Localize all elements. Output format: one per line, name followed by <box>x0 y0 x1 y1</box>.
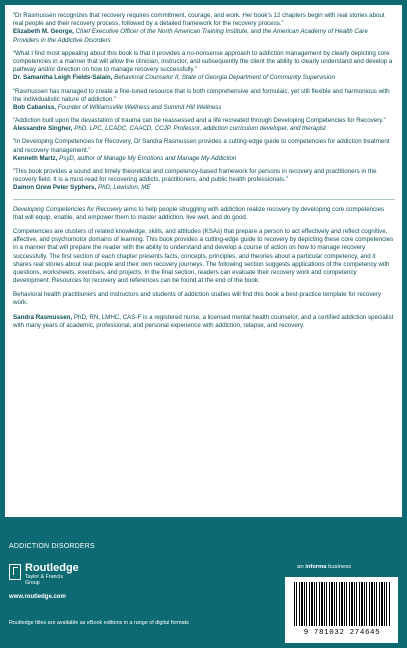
quote-author: Damon Grew Peter Syphers, <box>13 184 97 192</box>
endorsement-quote <box>13 138 395 163</box>
barcode-icon <box>294 582 390 626</box>
description-paragraph: Behavioral health practitioners and instructors and students of addiction studies will find this book a best-practice template for recovery work. <box>13 291 382 307</box>
informa-suffix: business <box>326 564 351 570</box>
quote-author: Alessandre Singher, <box>13 125 73 133</box>
author-bio <box>13 314 395 330</box>
quote-text: “In Developing Competencies for Recovery, Dr Sandra Rasmussen provides a cutting-edge guide to competencies for addiction treatment and recovery management.” <box>13 138 390 154</box>
publisher-group: Taylor & Francis Group <box>25 574 63 586</box>
quote-text: “Rasmussen has managed to create a fine-tuned resource that is both comprehensive and formulaic, yet still flexible and harmonious with the individualistic nature of addiction.” <box>13 87 390 103</box>
quote-attribution <box>13 104 395 112</box>
quote-author-role: Founder of Williamsville Wellness and Summit Hill Wellness <box>57 103 222 111</box>
quote-author: Kenneth Martz, <box>13 154 58 162</box>
quote-attribution <box>13 125 395 133</box>
quote-author-role: Chief Executive Officer of the North American Training Institute, and the American Academy of Health Care Providers in the Addictive Disorders <box>13 28 368 44</box>
quote-attribution <box>13 155 395 163</box>
author-bio-text: PhD, RN, LMHC, CAS-F is a registered nurse, a licensed mental health counselor, and a certified addiction specialist with many years of academic, professional, and personal experience with addiction, relapse, and recovery. <box>13 313 394 329</box>
quote-author-role: PhD, Lewiston, ME <box>97 184 151 192</box>
subject-category: ADDICTION DISORDERS <box>9 543 95 550</box>
routledge-logo-icon <box>9 564 21 580</box>
cover-footer <box>0 517 407 648</box>
endorsement-quote <box>13 50 395 83</box>
quote-attribution <box>13 28 395 44</box>
isbn-number: 9 781032 274645 <box>303 629 381 637</box>
quote-attribution <box>13 74 395 82</box>
endorsement-quote <box>13 88 395 113</box>
quote-attribution <box>13 184 395 192</box>
endorsement-quote <box>13 168 395 193</box>
ebook-note: Routledge titles are available as eBook editions in a range of digital formats <box>9 620 189 626</box>
quote-text: “Addiction built upon the devastation of trauma can be reassessed and a life recreated through Developing Competencies for Recovery.” <box>13 117 386 125</box>
endorsement-quote <box>13 12 395 45</box>
book-title: Developing Competencies for Recovery <box>13 205 123 213</box>
content-column <box>5 5 402 330</box>
quote-author-role: PhD, LPC, LCADC, CAACD, CCJP. Professor, addiction curriculum developer, and therapist <box>74 125 326 133</box>
informa-word: informa <box>305 564 327 570</box>
author-name: Sandra Rasmussen, <box>13 313 73 321</box>
description-paragraph <box>13 206 395 222</box>
publisher-logo <box>9 564 79 589</box>
publisher-name: Routledge <box>25 562 79 574</box>
quote-text: “This book provides a sound and timely theoretical and competency-based framework for persons in recovery and practitioners in the recovery field. It is a must-read for recovering addicts, practitioners, and public health professionals.” <box>13 168 377 184</box>
quote-author-role: PsyD, author of Manage My Emotions and Manage My Addiction <box>59 154 237 162</box>
publisher-website: www.routledge.com <box>9 594 66 600</box>
informa-tagline <box>297 564 351 570</box>
section-divider <box>13 199 395 200</box>
quote-text: “Dr Rasmussen recognizes that recovery requires commitment, courage, and work. Her book’s 12 chapters begin with real stories about real people and their recovery process, followed by a detailed framework for the recovery process.” <box>13 12 385 28</box>
content-panel <box>5 5 402 517</box>
quote-author: Bob Cabaniss, <box>13 103 56 111</box>
isbn-barcode <box>285 577 398 643</box>
informa-prefix: an <box>297 564 306 570</box>
quote-author-role: Behavioral Counselor II, State of Georgia Department of Community Supervision <box>114 74 335 82</box>
quote-text: “What I find most appealing about this book is that it provides a no-nonsense approach to addiction management by clearly depicting core competencies in a manner that will allow the clinician, instructor, and subsequently the client the ability to clearly understand and develop a pathway and/or direction on how to manage recovery successfully.” <box>13 49 393 74</box>
endorsement-quote <box>13 117 395 133</box>
description-text: aims to help people struggling with addiction realize recovery by developing core competencies that will equip, enable, and empower them to master addiction, live well, and do good. <box>13 205 385 221</box>
description-paragraph: Competencies are clusters of related knowledge, skills, and attitudes (KSAs) that prepare a person to act effectively and reflect cognitive, affective, and psychomotor domains of learning. This book provides a cutting-edge guide to recovery by depicting these core competencies in a manner that will prepare the reader with the ability to understand and develop a course of action on how to manage recovery successfully. The first section of each chapter presents facts, concepts, principles, and theories about a particular competency, and it shares real stories about real people and their own recovery journeys. The following section suggests applications of the competency with questions, worksheets, exercises, and projects. In the final section, readers can evaluate their recovery work and competency development. Resources for recovery and references can be found at the end of the book. <box>13 227 394 285</box>
quote-author: Elizabeth M. George, <box>13 28 74 36</box>
quote-author: Dr. Samantha Leigh Fields-Salain, <box>13 74 113 82</box>
